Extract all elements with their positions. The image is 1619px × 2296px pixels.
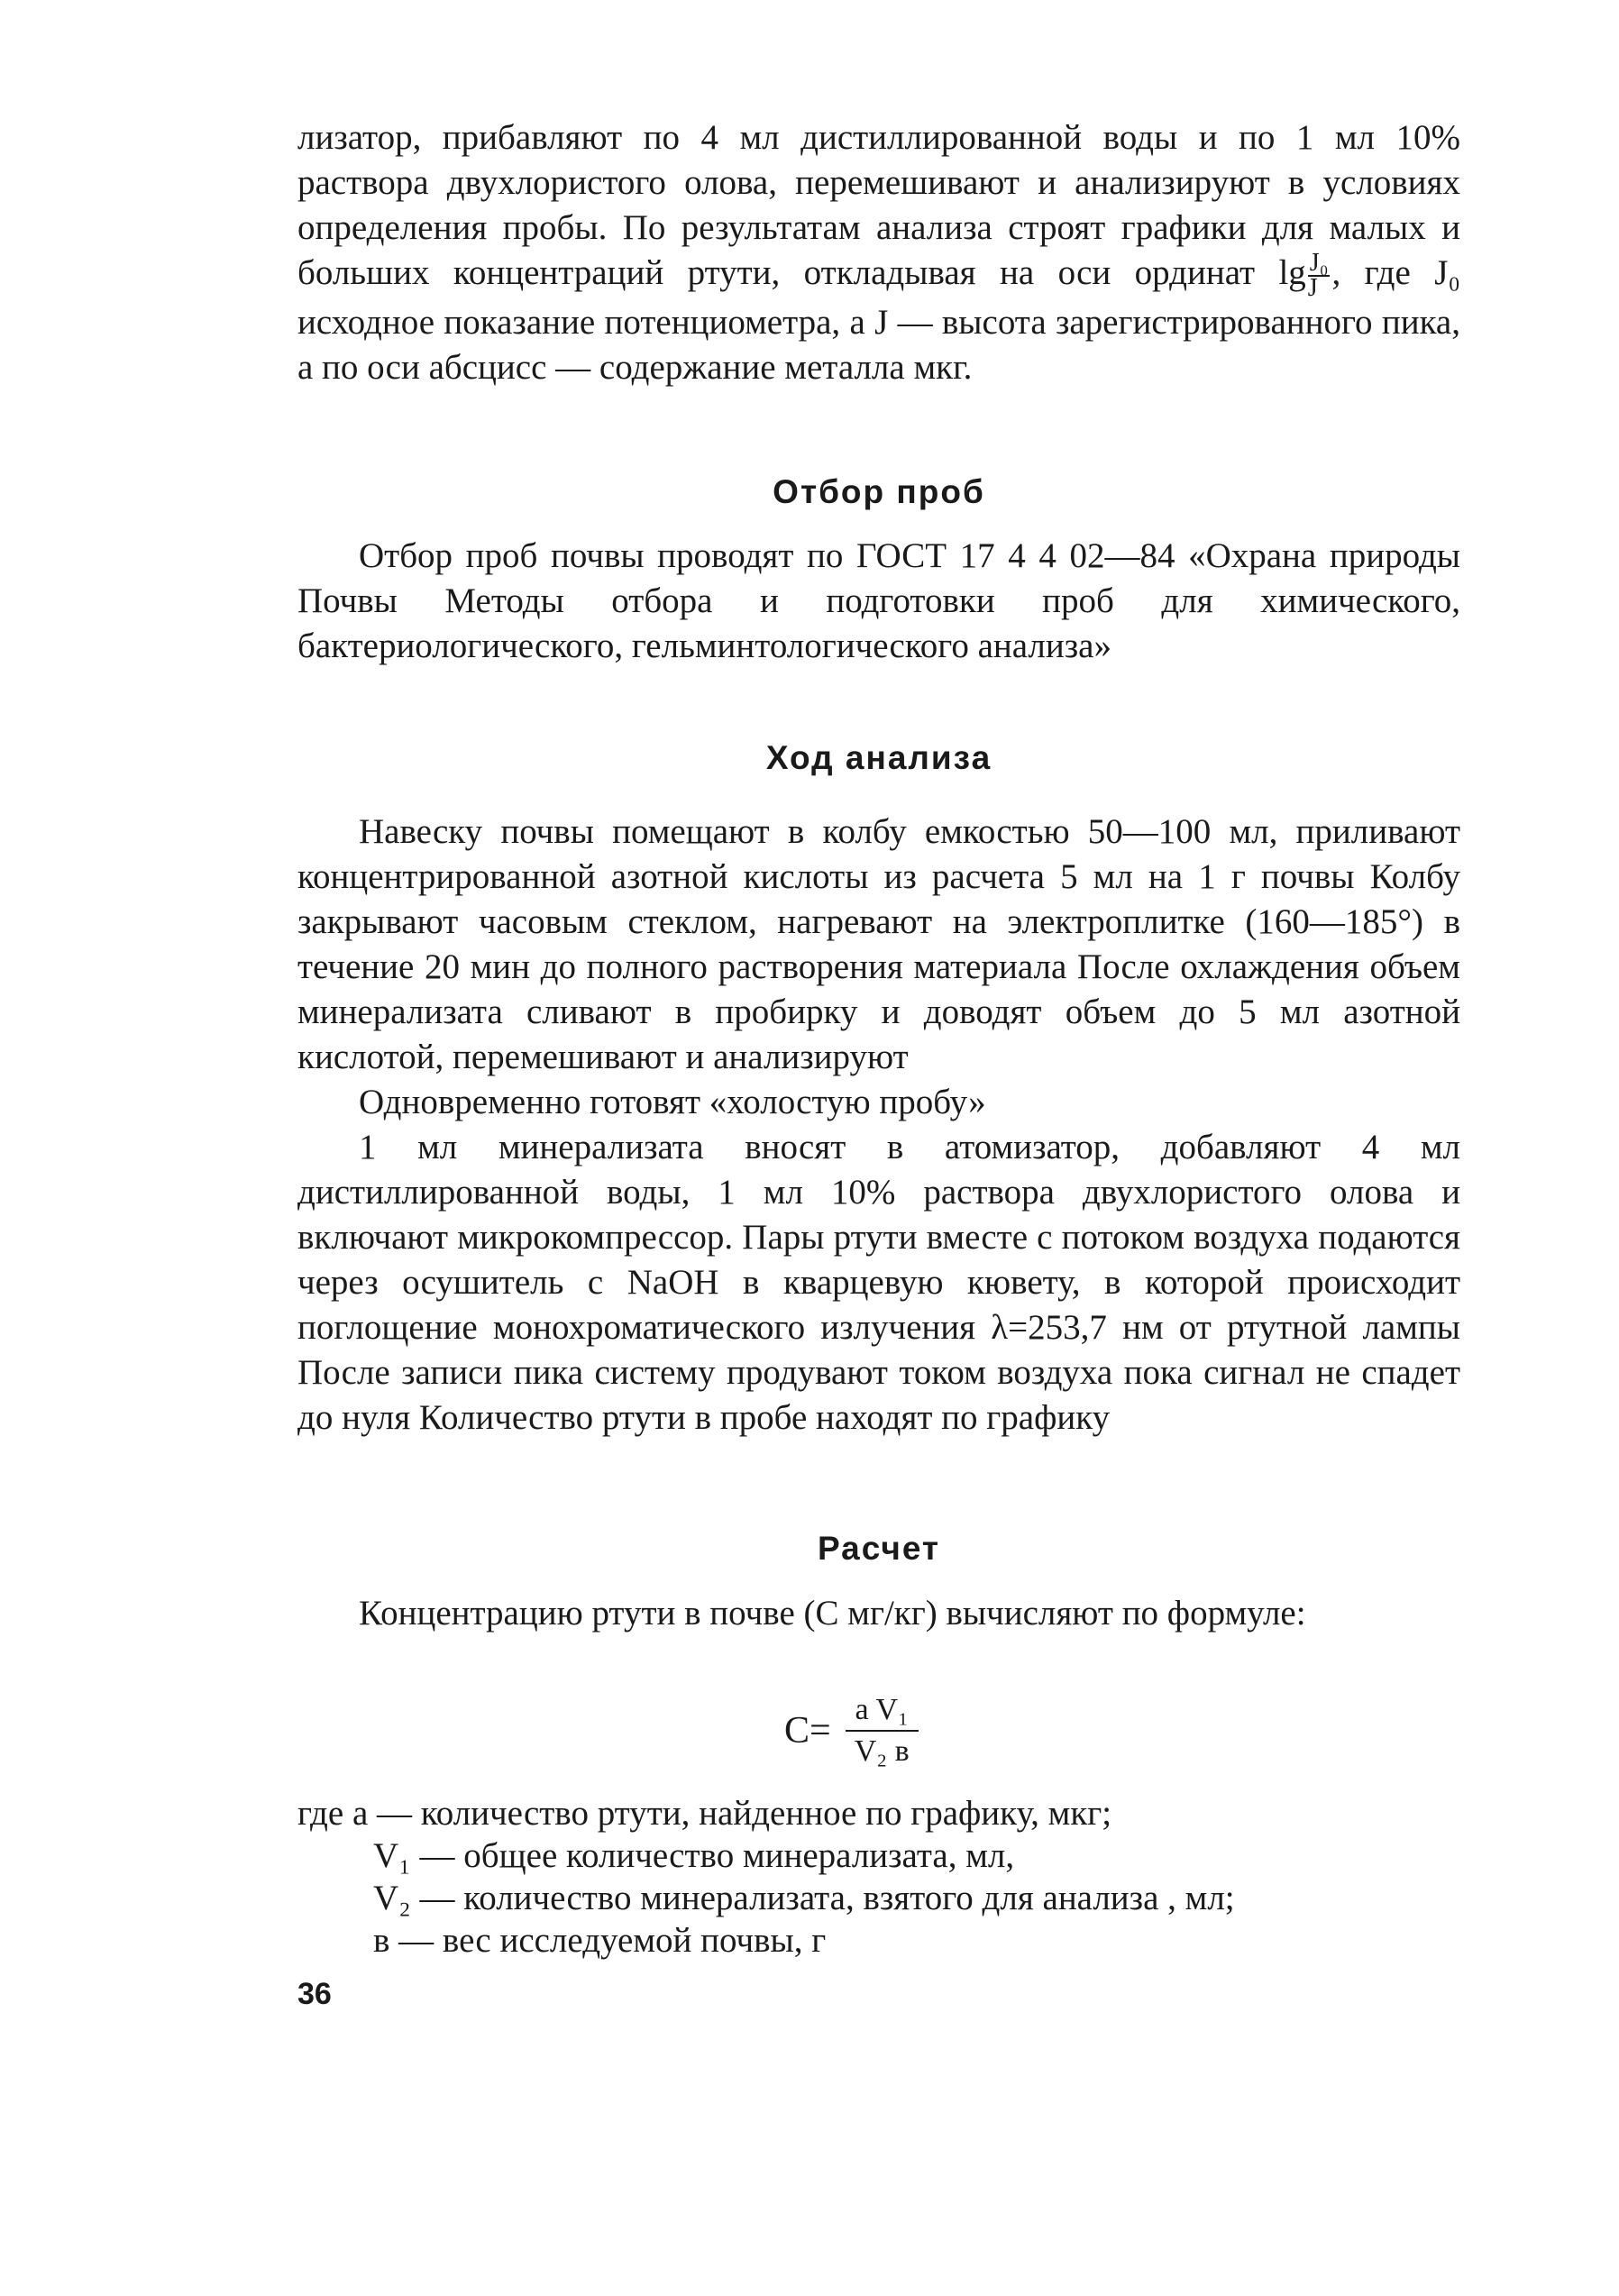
page-number: 36 xyxy=(297,1977,332,2011)
ratio-fraction xyxy=(1307,249,1331,303)
formula-legend xyxy=(297,1792,1460,1962)
section-title-sampling: Отбор проб xyxy=(773,473,985,510)
formula-denominator: V₂ в xyxy=(854,1734,910,1768)
legend-row-v1: V₁ — общее количество минерализата, мл, xyxy=(373,1836,1015,1875)
concentration-formula xyxy=(784,1690,919,1771)
formula-lhs: C= xyxy=(784,1710,831,1752)
legend-row-b: в — вес исследуемой почвы, г xyxy=(373,1921,827,1960)
sampling-block xyxy=(297,534,1460,669)
section-title-procedure: Ход анализа xyxy=(765,739,992,776)
formula-fraction xyxy=(846,1690,919,1771)
sampling-paragraph: Отбор проб почвы проводят по ГОСТ 17 4 4 02—84 «Охрана природы Почвы Методы отбора и подготовки проб для химического, бактериологического, гельминтологического анализа» xyxy=(297,536,1460,665)
fraction-numerator: J₀ xyxy=(1309,249,1329,278)
intro-text: лизатор, прибавляют по 4 мл дистиллированной воды и по 1 мл 10% раствора двухлористого олова, перемешивают и анализируют в условиях определения пробы. По результатам анализа строят графики для малых и больших концентраций ртути, откладывая на оси ординат lg xyxy=(297,118,1460,292)
section-title-calculation: Расчет xyxy=(817,1530,941,1567)
procedure-paragraph-3: 1 мл минерализата вносят в атомизатор, добавляют 4 мл дистиллированной воды, 1 мл 10% раствора двухлористого олова и включают микрокомпрессор. Пары ртути вместе с потоком воздуха подаются через осушитель с NaOH в кварцевую кювету, в которой происходит поглощение монохроматического излучения λ=253,7 нм от ртутной лампы После записи пика систему продувают током воздуха пока сигнал не спадет до нуля Количество ртути в пробе находят по графику xyxy=(297,1128,1460,1437)
calculation-intro: Концентрацию ртути в почве (С мг/кг) вычисляют по формуле: xyxy=(359,1594,1306,1633)
intro-paragraph-block xyxy=(297,115,1460,390)
procedure-paragraph-1: Навеску почвы помещают в колбу емкостью 50—100 мл, приливают концентрированной азотной кислоты из расчета 5 мл на 1 г почвы Колбу закрывают часовым стеклом, нагревают на электроплитке (160—185°) в течение 20 мин до полного растворения материала После охлаждения объем минерализата сливают в пробирку и доводят объем до 5 мл азотной кислотой, перемешивают и анализируют xyxy=(297,812,1460,1076)
formula-numerator: a V₁ xyxy=(846,1690,919,1732)
fraction-denominator: J xyxy=(1307,274,1318,303)
legend-row-v2: V₂ — количество минерализата, взятого для анализа , мл; xyxy=(373,1879,1235,1917)
procedure-block xyxy=(297,810,1460,1441)
procedure-paragraph-2: Одновременно готовят «холостую пробу» xyxy=(359,1083,986,1121)
intro-text-tail: , где J₀ исходное показание потенциометра, а J — высота зарегистрированного пика, а по оси абсцисс — содержание металла мкг. xyxy=(297,253,1460,388)
legend-row-a: где а — количество ртути, найденное по графику, мкг; xyxy=(297,1794,1112,1833)
calculation-intro-block xyxy=(297,1591,1460,1636)
intro-paragraph xyxy=(297,115,1460,390)
